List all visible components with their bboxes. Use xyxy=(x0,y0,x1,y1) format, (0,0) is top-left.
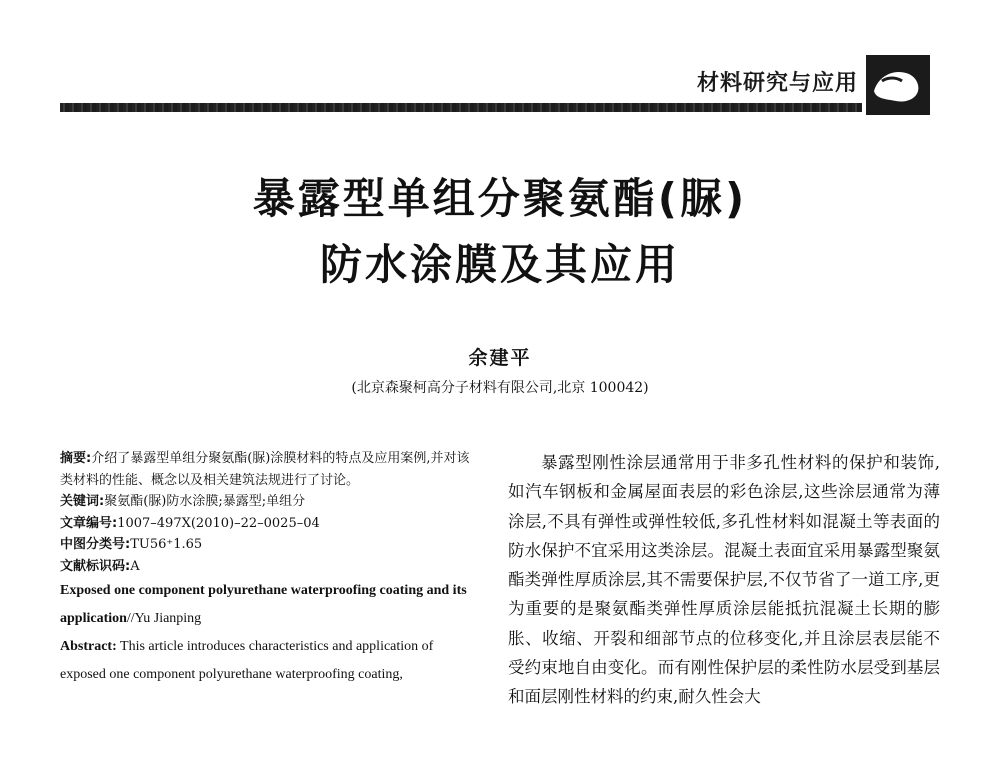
keywords xyxy=(60,491,480,513)
section-title: 材料研究与应用 xyxy=(696,71,858,96)
article-title-line-1: 暴露型单组分聚氨酯(脲) xyxy=(252,174,748,223)
clc-number-value: TU56⁺1.65 xyxy=(130,537,203,552)
english-abstract-label: Abstract: xyxy=(60,639,117,654)
english-title-line xyxy=(60,577,480,633)
magazine-logo-icon xyxy=(866,55,930,115)
author-name: 余建平 xyxy=(468,347,532,369)
article-title-line-2: 防水涂膜及其应用 xyxy=(319,240,680,289)
abstract-label: 摘要: xyxy=(60,451,92,466)
abstract-column xyxy=(60,448,480,689)
body-column xyxy=(508,448,940,712)
document-code xyxy=(60,556,480,578)
abstract-text: 介绍了暴露型单组分聚氨酯(脲)涂膜材料的特点及应用案例,并对该类材料的性能、概念以及相关建筑法规进行了讨论。 xyxy=(60,451,470,488)
article-number-value: 1007–497X(2010)–22–0025–04 xyxy=(117,515,320,531)
clc-number-label: 中图分类号: xyxy=(60,537,131,552)
english-abstract-text: This article introduces characteristics and application of exposed one component polyurethane waterproofing coating, xyxy=(60,639,434,682)
document-code-label: 文献标识码: xyxy=(60,558,131,574)
english-abstract xyxy=(60,633,480,689)
keywords-label: 关键词: xyxy=(60,494,105,509)
author-affiliation: (北京森聚柯高分子材料有限公司,北京 100042) xyxy=(351,380,649,396)
keywords-text: 聚氨酯(脲)防水涂膜;暴露型;单组分 xyxy=(104,494,306,509)
abstract-cn xyxy=(60,448,480,491)
clc-number xyxy=(60,534,480,556)
article-number-label: 文章编号: xyxy=(60,515,118,531)
header-rule xyxy=(60,103,862,112)
english-title: Exposed one component polyurethane waterproofing coating and its application xyxy=(60,583,467,626)
body-paragraph: 暴露型刚性涂层通常用于非多孔性材料的保护和装饰,如汽车钢板和金属屋面表层的彩色涂层,这些涂层通常为薄涂层,不具有弹性或弹性较低,多孔性材料如混凝土等表面的防水保护不宜采用这类涂层。混凝土表面宜采用暴露型聚氨酯类弹性厚质涂层,其不需要保护层,不仅节省了一道工序,更为重要的是聚氨酯类弹性厚质涂层能抵抗混凝土长期的膨胀、收缩、开裂和细部节点的位移变化,并且涂层表层能不受约束地自由变化。而有刚性保护层的柔性防水层受到基层和面层刚性材料的约束,耐久性会大 xyxy=(508,453,940,707)
english-byline: //Yu Jianping xyxy=(126,611,202,626)
article-number xyxy=(60,513,480,535)
document-code-value: A xyxy=(130,558,140,574)
